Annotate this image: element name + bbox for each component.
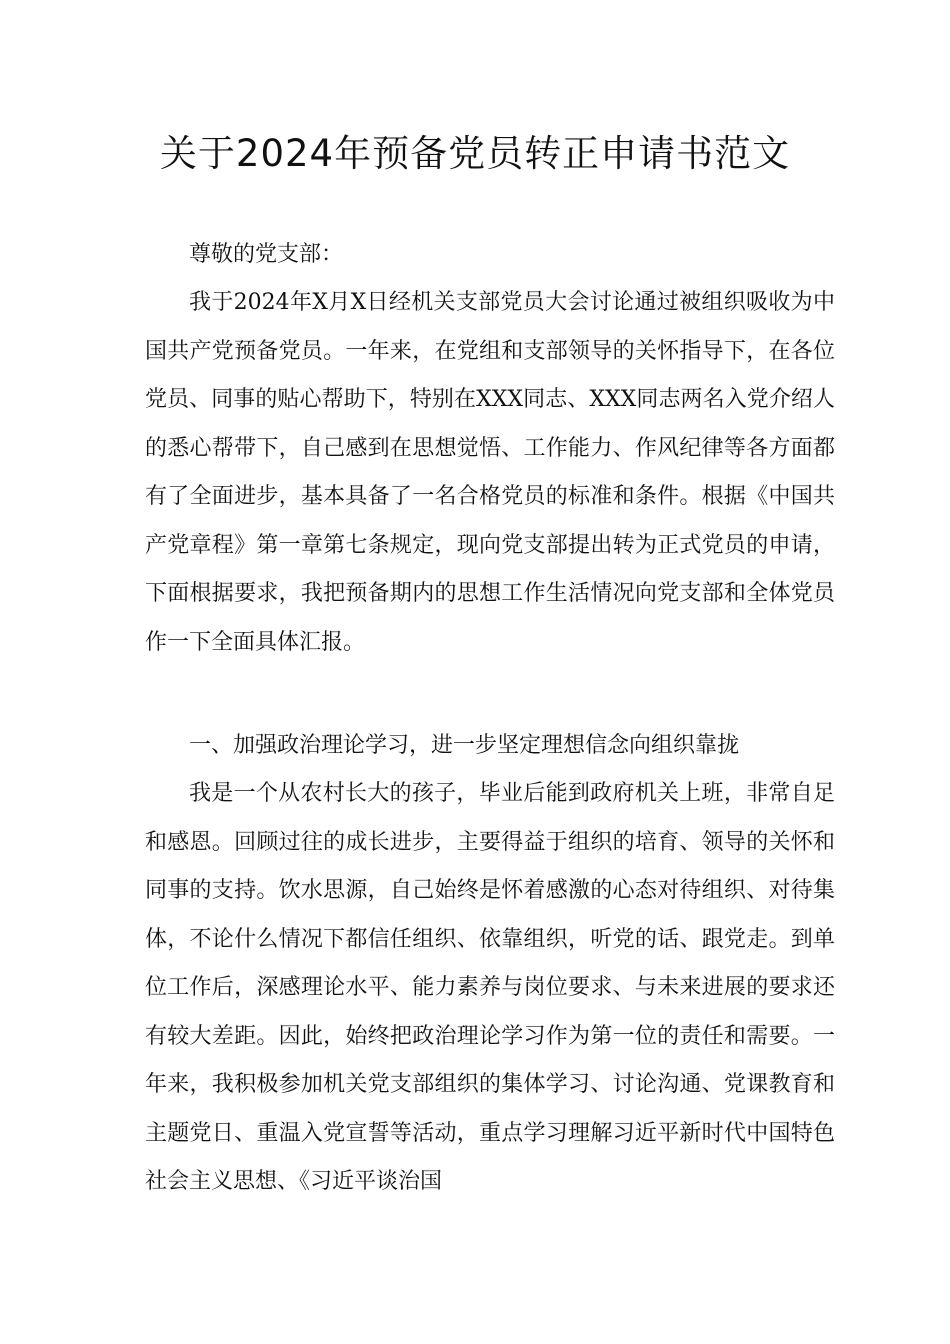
paragraph-section-1: 我是一个从农村长大的孩子，毕业后能到政府机关上班，非常自足和感恩。回顾过往的成长进步，主要得益于组织的培育、领导的关怀和同事的支持。饮水思源，自己始终是怀着感激的心态对待组织、对待集体，不论什么情况下都信任组织、依靠组织，听党的话、跟党走。到单位工作后，深感理论水平、能力素养与岗位要求、与未来进展的要求还有较大差距。因此，始终把政治理论学习作为第一位的责任和需要。一年来，我积极参加机关党支部组织的集体学习、讨论沟通、党课教育和主题党日、重温入党宣誓等活动，重点学习理解习近平新时代中国特色社会主义思想、《习近平谈治国 (145, 781, 835, 1194)
section-heading-1: 一、加强政治理论学习，进一步坚定理想信念向组织靠拢 (189, 733, 740, 758)
paragraph-intro: 我于2024年X月X日经机关支部党员大会讨论通过被组织吸收为中国共产党预备党员。一年来，在党组和支部领导的关怀指导下，在各位党员、同事的贴心帮助下，特别在XXX同志、XXX同志两名入党介绍人的悉心帮带下，自己感到在思想觉悟、工作能力、作风纪律等各方面都有了全面进步，基本具备了一名合格党员的标准和条件。根据《中国共产党章程》第一章第七条规定，现向党支部提出转为正式党员的申请，下面根据要求，我把预备期内的思想工作生活情况向党支部和全体党员作一下全面具体汇报。 (145, 290, 835, 655)
salutation: 尊敬的党支部： (189, 242, 344, 267)
document-title: 关于2024年预备党员转正申请书范文 (159, 132, 791, 175)
